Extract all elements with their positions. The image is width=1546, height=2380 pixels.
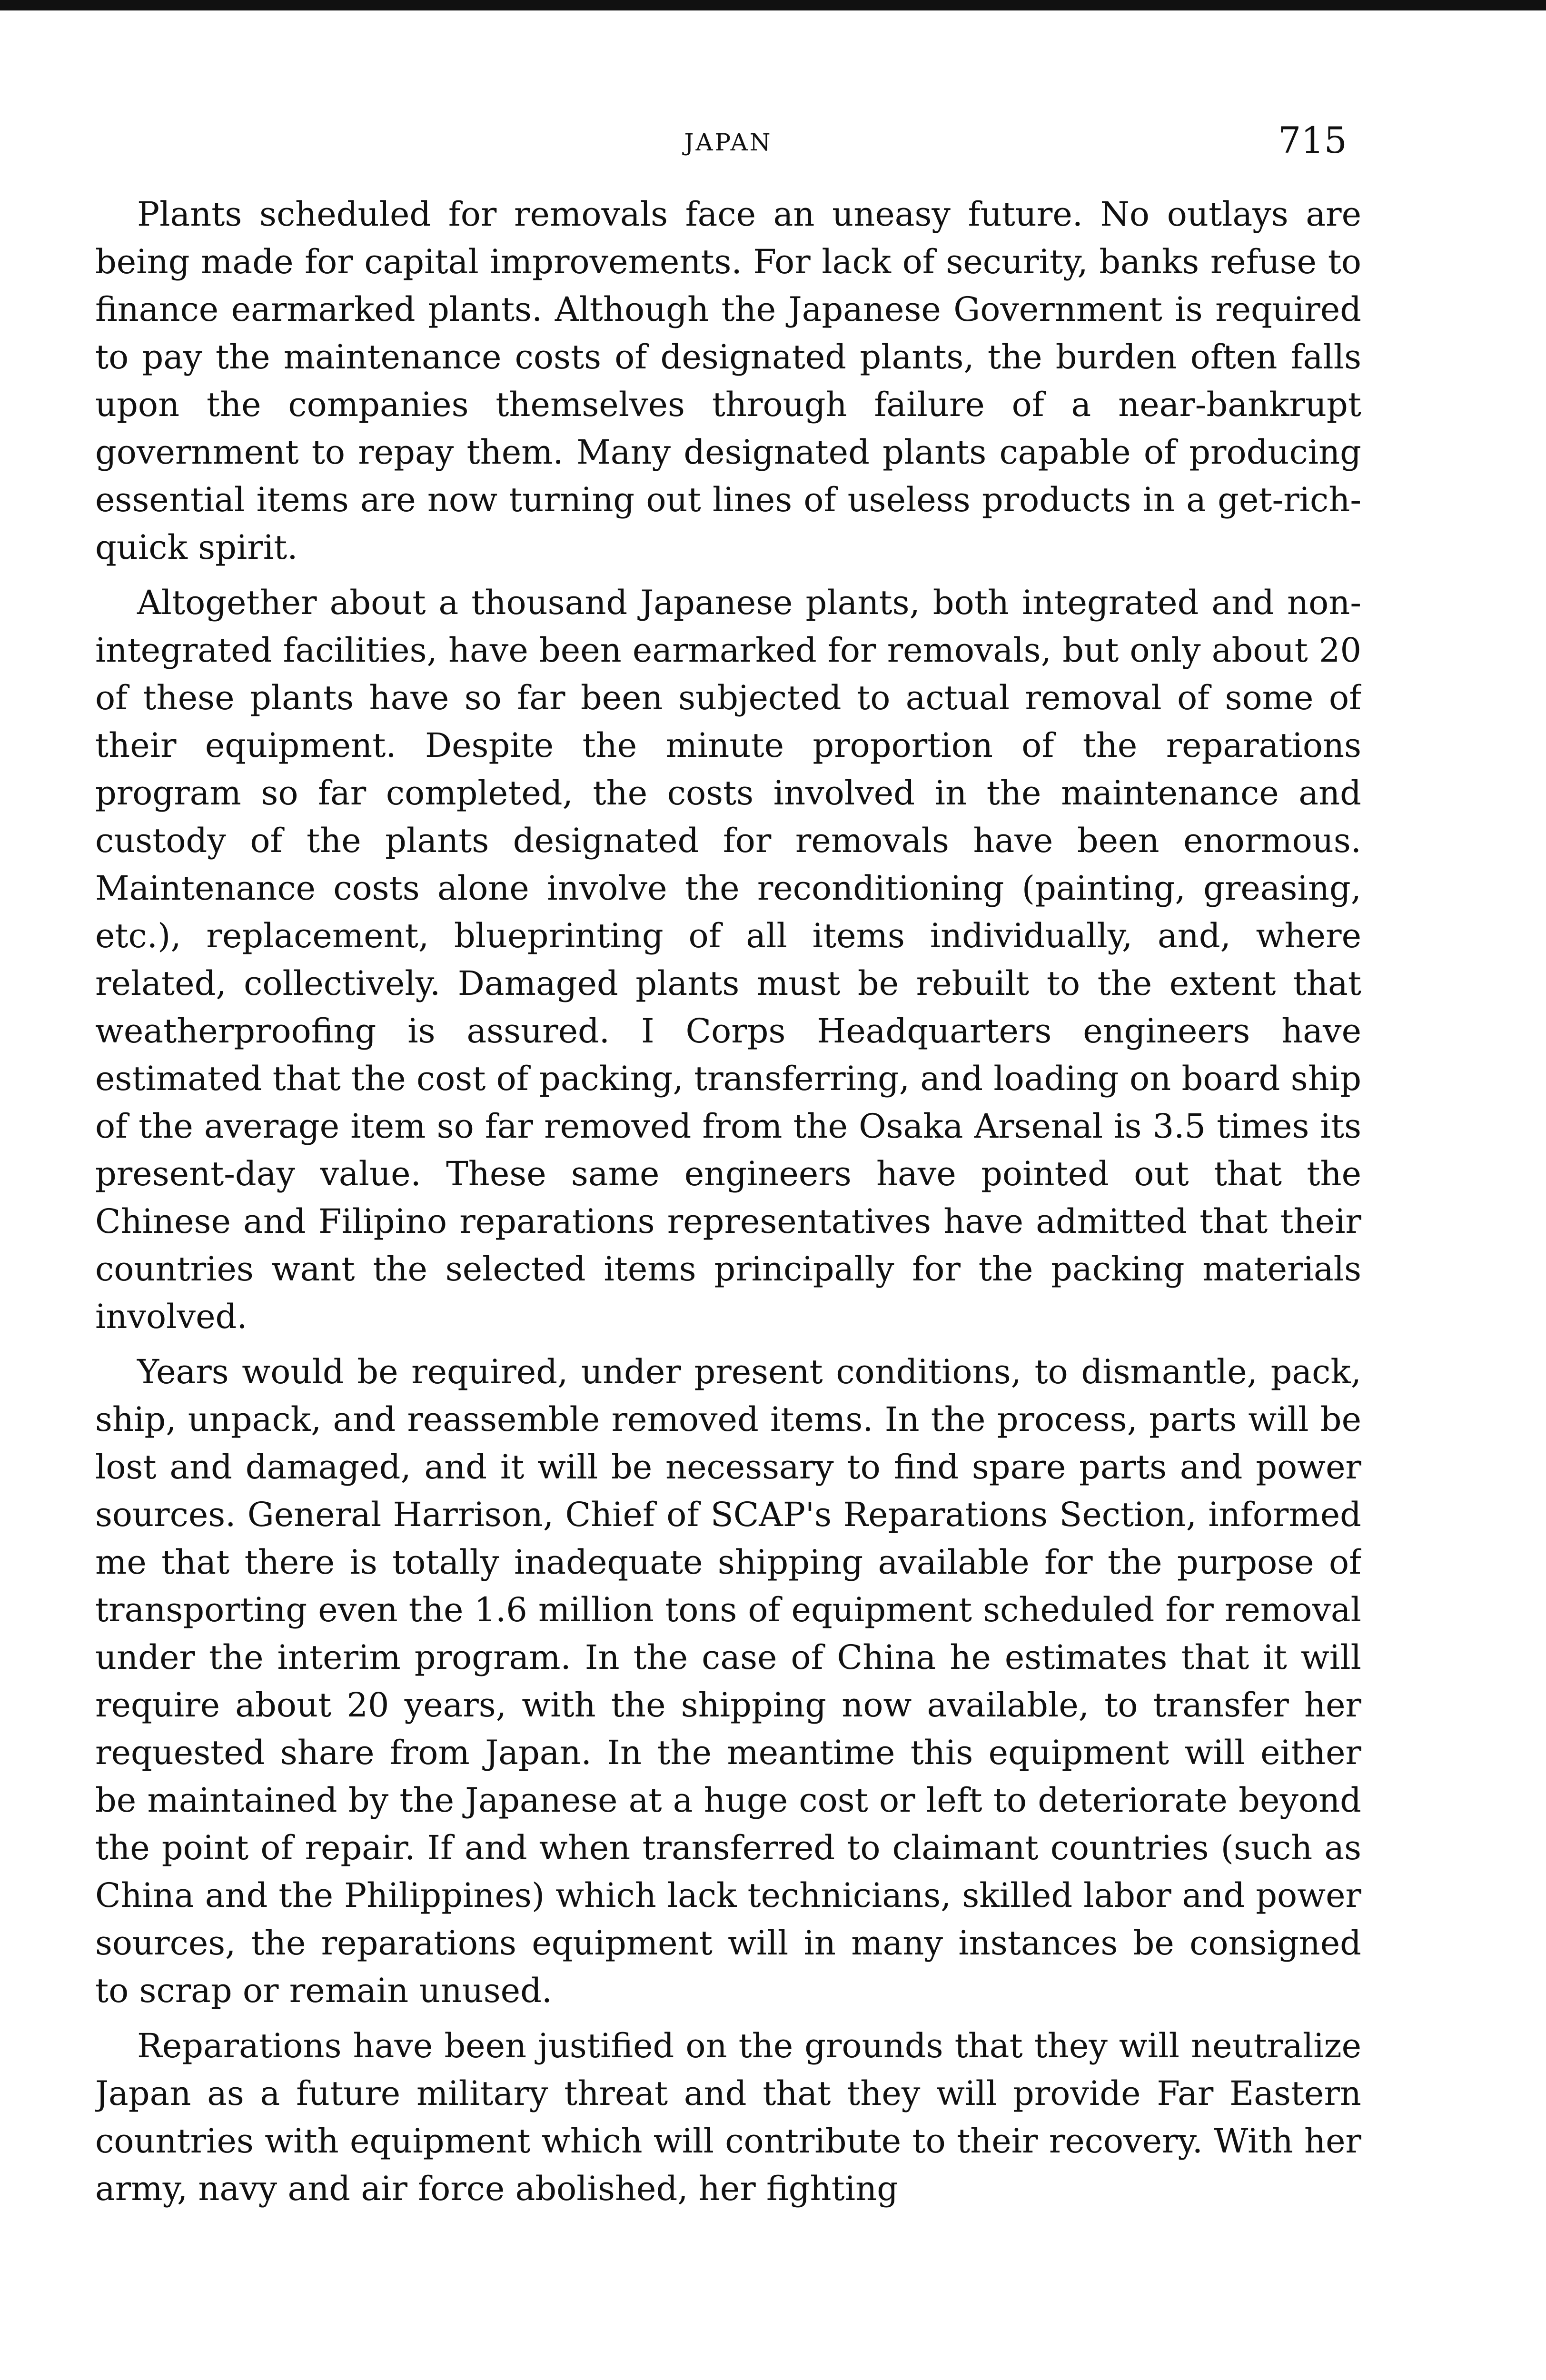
scan-top-edge bbox=[0, 0, 1546, 10]
paragraph-4: Reparations have been justified on the grounds that they will neutralize Japan as a future military threat and that they will provide Far Eastern countries with equipment which will contribute to their recovery. With her army, navy and air force abolished, her fighting bbox=[95, 2026, 1361, 2208]
body-text bbox=[95, 190, 1361, 2309]
paragraph-3: Years would be required, under present conditions, to dismantle, pack, ship, unpack, and reassemble removed items. In the process, parts will be lost and damaged, and it will be necessary to find spare parts and power sources. General Harrison, Chief of SCAP's Reparations Section, informed me that there is totally inadequate shipping available for the purpose of transporting even the 1.6 million tons of equipment scheduled for removal under the interim program. In the case of China he estimates that it will require about 20 years, with the shipping now available, to transfer her requested share from Japan. In the meantime this equipment will either be maintained by the Japanese at a huge cost or left to deteriorate beyond the point of repair. If and when transferred to claimant countries (such as China and the Philippines) which lack technicians, skilled labor and power sources, the reparations equipment will in many instances be consigned to scrap or remain unused. bbox=[95, 1352, 1361, 2010]
page-number: 715 bbox=[1278, 119, 1347, 161]
paragraph-2: Altogether about a thousand Japanese plants, both integrated and non-integrated facilities, have been earmarked for removals, but only about 20 of these plants have so far been subjected to actual removal of some of their equipment. Despite the minute proportion of the reparations program so far completed, the costs involved in the maintenance and custody of the plants designated for removals have been enormous. Maintenance costs alone involve the reconditioning (painting, greasing, etc.), replacement, blueprinting of all items individually, and, where related, collectively. Damaged plants must be rebuilt to the extent that weatherproofing is assured. I Corps Headquarters engineers have estimated that the cost of packing, transferring, and loading on board ship of the average item so far removed from the Osaka Arsenal is 3.5 times its present-day value. These same engineers have pointed out that the Chinese and Filipino reparations representatives have admitted that their countries want the selected items principally for the packing materials involved. bbox=[95, 583, 1361, 1336]
page-header bbox=[109, 119, 1347, 162]
paragraph-1: Plants scheduled for removals face an uneasy future. No outlays are being made for capital improvements. For lack of security, banks refuse to finance earmarked plants. Although the Japanese Government is required to pay the maintenance costs of designated plants, the burden often falls upon the companies themselves through failure of a near-bankrupt government to repay them. Many designated plants capable of producing essential items are now turning out lines of useless products in a get-rich-quick spirit. bbox=[95, 195, 1361, 567]
running-head: JAPAN bbox=[684, 129, 773, 156]
